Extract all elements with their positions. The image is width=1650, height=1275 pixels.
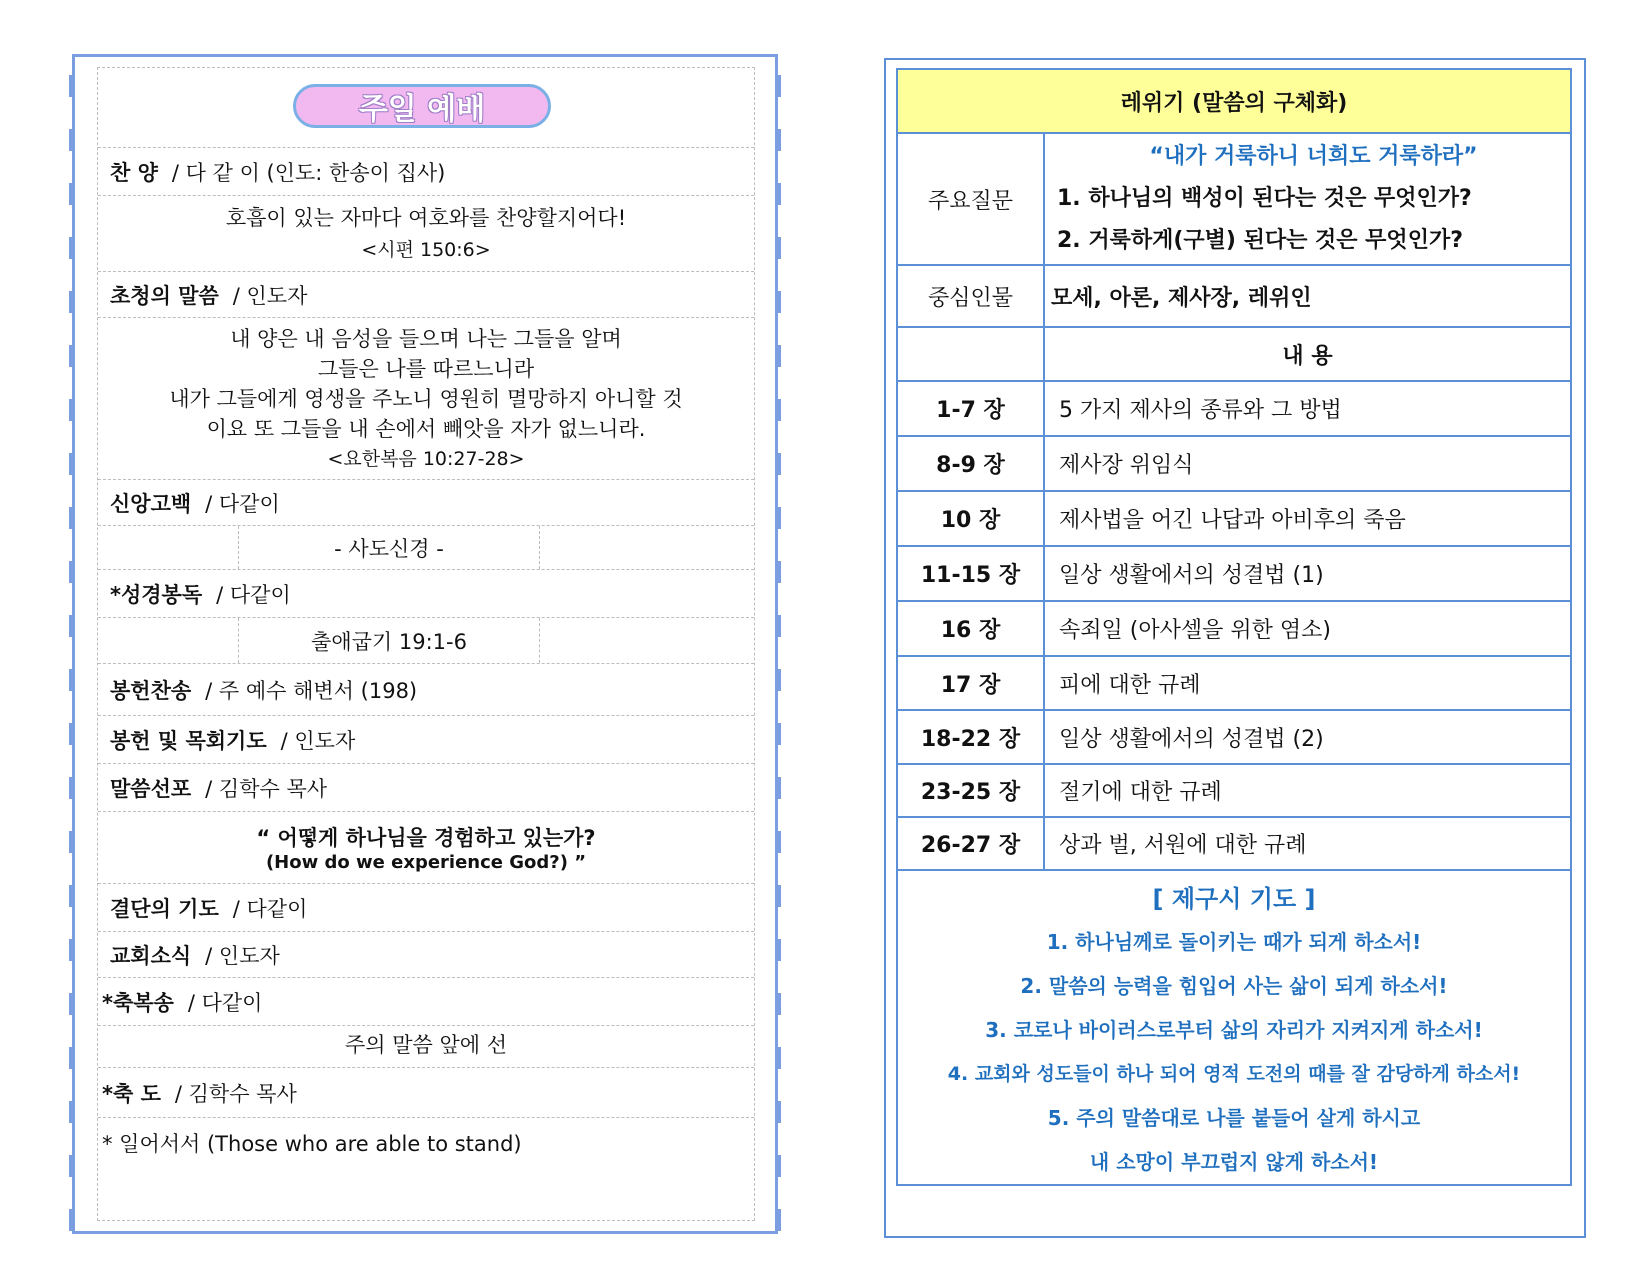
question-item: 1. 하나님의 백성이 된다는 것은 무엇인가? [1057,186,1472,211]
order-item-invitation [98,272,754,318]
chapter-description: 제사법을 어긴 나답과 아비후의 죽음 [1044,491,1571,546]
sermon-title-korean: “ 어떻게 하나님을 경험하고 있는가? [256,826,596,850]
chapter-range: 26-27 장 [897,817,1044,870]
chapter-row [897,381,1571,436]
scripture-verse [98,196,754,272]
prayer-item: 3. 코로나 바이러스로부터 삶의 자리가 지켜지게 하소서! [985,1018,1483,1042]
chapter-row [897,764,1571,817]
chapter-description: 상과 벌, 서원에 대한 규례 [1044,817,1571,870]
order-item-decision-prayer [98,884,754,932]
left-border-ticks [69,57,75,1231]
chapter-description: 절기에 대한 규례 [1044,764,1571,817]
verse-text: 호흡이 있는 자마다 여호와를 찬양할지어다! [225,206,627,230]
order-item-label: *성경봉독 [110,582,203,607]
prayer-title: [ 제구시 기도 ] [1152,885,1316,913]
prayer-item: 2. 말씀의 능력을 힘입어 사는 삶이 되게 하소서! [1020,974,1448,998]
order-item-praise [98,148,754,196]
chapter-description: 5 가지 제사의 종류와 그 방법 [1044,381,1571,436]
order-item-label: *축복송 [102,990,174,1015]
chapter-range: 17 장 [897,656,1044,710]
sermon-title-english: (How do we experience God?) ” [265,852,587,873]
order-item-value: / 인도자 [232,283,308,308]
order-item-value: / 김학수 목사 [205,776,328,801]
verse-line: 그들은 나를 따르느니라 [317,357,535,381]
order-item-value: / 인도자 [280,728,356,753]
chapter-row [897,601,1571,656]
worship-title-badge: 주일 예배 [293,84,551,128]
apostles-creed: - 사도신경 - [238,526,540,569]
people-value: 모세, 아론, 제사장, 레위인 [1044,265,1571,327]
right-border-ticks [775,57,781,1231]
order-item-value: / 다같이 [205,491,280,516]
reading-passage: 출애굽기 19:1-6 [238,618,540,663]
order-item-offering-prayer [98,716,754,764]
creed-row [98,526,754,570]
chapter-row [897,491,1571,546]
chapter-range: 11-15 장 [897,546,1044,601]
chapter-range: 16 장 [897,601,1044,656]
reading-passage-row [98,618,754,664]
chapter-description: 제사장 위임식 [1044,436,1571,491]
verse-line: 내가 그들에게 영생을 주노니 영원히 멸망하지 아니할 것 [169,387,683,411]
order-item-label: 초청의 말씀 [110,283,219,308]
verse-line: 내 양은 내 음성을 들으며 나는 그들을 알며 [230,327,622,351]
empty-cell [897,327,1044,381]
prayer-item: 5. 주의 말씀대로 나를 붙들어 살게 하시고 [1047,1106,1421,1130]
questions-cell [1044,133,1571,265]
order-item-value: / 다 같 이 (인도: 한송이 집사) [171,160,446,185]
order-item-label: 말씀선포 [110,776,192,801]
prayer-section [897,870,1571,1185]
chapter-range: 18-22 장 [897,710,1044,764]
chapter-row [897,546,1571,601]
order-item-benediction [98,1068,754,1118]
order-item-label: 결단의 기도 [110,896,219,921]
verse-reference: <요한복음 10:27-28> [327,448,525,470]
order-item-value: / 다같이 [187,990,263,1015]
chapter-description: 피에 대한 규례 [1044,656,1571,710]
order-item-label: 교회소식 [110,943,192,968]
question-label: 주요질문 [897,133,1044,265]
order-item-label: 봉헌찬송 [110,678,192,703]
order-item-blessing-song [98,978,754,1026]
theme-quote: “내가 거룩하니 너희도 거룩하라” [1149,144,1478,169]
chapter-row [897,710,1571,764]
people-label: 중심인물 [897,265,1044,327]
order-item-label: *축 도 [102,1081,161,1106]
order-item-value: / 김학수 목사 [174,1081,297,1106]
order-item-value: / 다같이 [232,896,308,921]
order-item-value: / 다같이 [216,582,291,607]
standing-note: * 일어서서 (Those who are able to stand) [102,1132,522,1156]
chapter-description: 일상 생활에서의 성결법 (2) [1044,710,1571,764]
order-item-sermon [98,764,754,812]
order-item-offering-hymn [98,664,754,716]
chapter-row [897,436,1571,491]
chapter-description: 일상 생활에서의 성결법 (1) [1044,546,1571,601]
order-item-value: / 주 예수 해변서 (198) [205,678,418,703]
worship-order-panel [72,54,778,1234]
leviticus-header: 레위기 (말씀의 구체화) [897,69,1571,133]
chapter-row [897,656,1571,710]
sermon-title [98,812,754,884]
worship-order-frame [97,67,755,1221]
order-item-value: / 인도자 [205,943,280,968]
order-item-label: 봉헌 및 목회기도 [110,728,267,753]
prayer-item: 내 소망이 부끄럽지 않게 하소서! [1089,1150,1379,1174]
order-item-label: 찬 양 [110,160,158,185]
content-header: 내 용 [1044,327,1571,381]
order-item-scripture-reading [98,570,754,618]
chapter-description: 속죄일 (아사셀을 위한 염소) [1044,601,1571,656]
chapter-range: 1-7 장 [897,381,1044,436]
verse-line: 이요 또 그들을 내 손에서 빼앗을 자가 없느니라. [206,417,646,441]
chapter-range: 23-25 장 [897,764,1044,817]
blessing-song-title: 주의 말씀 앞에 선 [98,1026,754,1068]
chapter-range: 8-9 장 [897,436,1044,491]
leviticus-panel [884,58,1586,1238]
verse-reference: <시편 150:6> [361,239,491,261]
prayer-item: 4. 교회와 성도들이 하나 되어 영적 도전의 때를 잘 감당하게 하소서! [947,1063,1521,1085]
prayer-item: 1. 하나님께로 돌이키는 때가 되게 하소서! [1046,930,1422,954]
chapter-row [897,817,1571,870]
leviticus-table [896,68,1572,1186]
invitation-verse [98,318,754,480]
title-row [98,68,754,148]
order-item-announcements [98,932,754,978]
question-item: 2. 거룩하게(구별) 된다는 것은 무엇인가? [1057,228,1463,253]
chapter-range: 10 장 [897,491,1044,546]
order-item-confession [98,480,754,526]
order-item-label: 신앙고백 [110,491,192,516]
